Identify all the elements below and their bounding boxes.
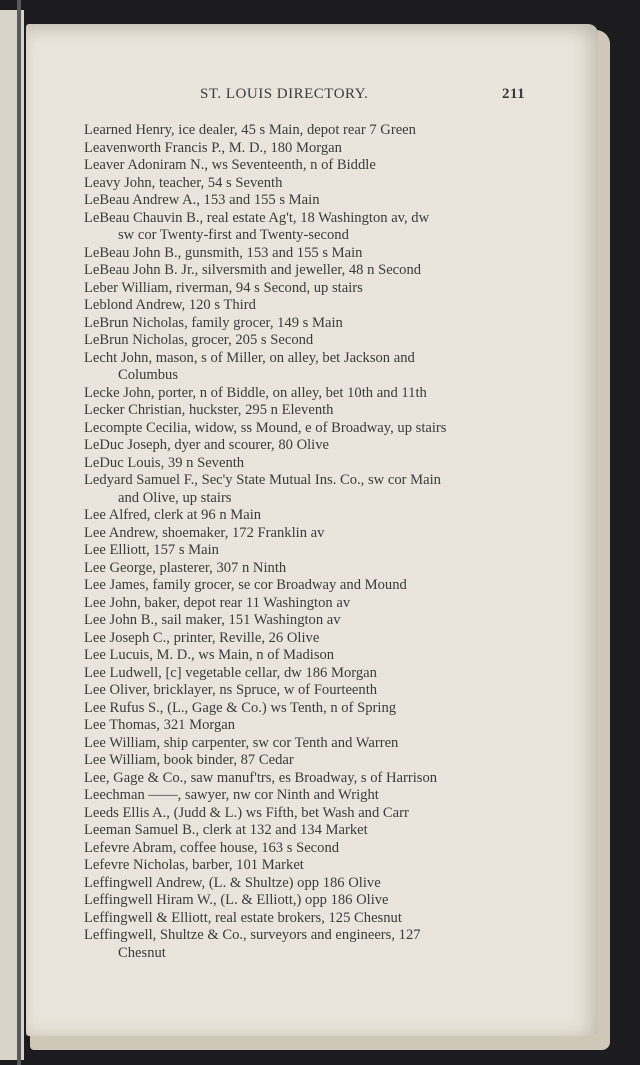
directory-entry: Leechman ——, sawyer, nw cor Ninth and Wright <box>84 787 379 803</box>
page-number: 211 <box>502 86 526 102</box>
directory-entry: Leeman Samuel B., clerk at 132 and 134 Market <box>84 822 368 838</box>
directory-entry: Lecke John, porter, n of Biddle, on alley, bet 10th and 11th <box>84 384 427 401</box>
directory-entry: Leffingwell Hiram W., (L. & Elliott,) opp 186 Olive <box>84 892 389 908</box>
directory-entry-continuation: and Olive, up stairs <box>118 489 232 506</box>
directory-entry: Leffingwell Andrew, (L. & Shultze) opp 186 Olive <box>84 874 381 891</box>
directory-entry-continuation: Columbus <box>118 367 179 383</box>
directory-entry: Leavy John, teacher, 54 s Seventh <box>84 174 283 191</box>
directory-entry: Lee Lucuis, M. D., ws Main, n of Madison <box>84 647 335 663</box>
directory-entry: LeDuc Joseph, dyer and scourer, 80 Olive <box>84 437 330 453</box>
directory-entry: Leffingwell, Shultze & Co., surveyors and engineers, 127 <box>84 927 421 943</box>
directory-entry: LeBeau John B., gunsmith, 153 and 155 s Main <box>84 244 363 261</box>
directory-entry: LeBeau Andrew A., 153 and 155 s Main <box>84 192 320 208</box>
directory-entry: Lefevre Abram, coffee house, 163 s Second <box>84 839 340 856</box>
directory-entry: LeBeau John B. Jr., silversmith and jeweller, 48 n Second <box>84 262 422 278</box>
directory-entry: Lee Rufus S., (L., Gage & Co.) ws Tenth, n of Spring <box>84 699 397 716</box>
directory-entry: Lecht John, mason, s of Miller, on alley, bet Jackson and <box>84 349 415 366</box>
directory-entry-continuation: Chesnut <box>118 944 166 961</box>
book-spine <box>17 0 21 1065</box>
directory-entry: Leffingwell & Elliott, real estate brokers, 125 Chesnut <box>84 909 402 926</box>
directory-entry: Leeds Ellis A., (Judd & L.) ws Fifth, bet Wash and Carr <box>84 804 409 821</box>
directory-page <box>26 24 598 1036</box>
directory-entry: Lee Oliver, bricklayer, ns Spruce, w of Fourteenth <box>84 682 378 698</box>
directory-entry: Lee Joseph C., printer, Reville, 26 Olive <box>84 629 320 646</box>
directory-entry: Lee George, plasterer, 307 n Ninth <box>84 559 287 576</box>
directory-entry: Learned Henry, ice dealer, 45 s Main, depot rear 7 Green <box>84 122 416 138</box>
directory-entry: Lee, Gage & Co., saw manuf'trs, es Broadway, s of Harrison <box>84 769 438 786</box>
directory-entry: Leaver Adoniram N., ws Seventeenth, n of Biddle <box>84 157 376 173</box>
directory-entry: LeBrun Nicholas, grocer, 205 s Second <box>84 332 314 348</box>
directory-entry: Lee Alfred, clerk at 96 n Main <box>84 507 262 523</box>
directory-entry: Lefevre Nicholas, barber, 101 Market <box>84 857 304 873</box>
directory-entry: Lee William, ship carpenter, sw cor Tenth and Warren <box>84 734 399 751</box>
directory-entry: LeBeau Chauvin B., real estate Ag't, 18 Washington av, dw <box>84 209 430 226</box>
directory-entry: Leavenworth Francis P., M. D., 180 Morgan <box>84 139 342 156</box>
directory-entry: Lee Thomas, 321 Morgan <box>84 717 236 733</box>
directory-entry: Lecker Christian, huckster, 295 n Eleventh <box>84 402 334 418</box>
directory-entry: Lecompte Cecilia, widow, ss Mound, e of Broadway, up stairs <box>84 419 447 436</box>
directory-entry: Lee Ludwell, [c] vegetable cellar, dw 186 Morgan <box>84 664 377 681</box>
directory-entry: Lee James, family grocer, se cor Broadway and Mound <box>84 577 407 593</box>
directory-entry: LeDuc Louis, 39 n Seventh <box>84 454 245 471</box>
directory-entry: Lee Andrew, shoemaker, 172 Franklin av <box>84 524 325 541</box>
directory-entry: Leber William, riverman, 94 s Second, up stairs <box>84 279 363 296</box>
directory-entry: Ledyard Samuel F., Sec'y State Mutual Ins. Co., sw cor Main <box>84 472 441 488</box>
page-title: ST. LOUIS DIRECTORY. <box>200 86 369 102</box>
directory-entry: Lee William, book binder, 87 Cedar <box>84 752 294 768</box>
directory-entries <box>84 122 564 962</box>
directory-entry: Leblond Andrew, 120 s Third <box>84 297 256 313</box>
directory-entry: Lee Elliott, 157 s Main <box>84 542 219 558</box>
running-header <box>26 86 598 106</box>
directory-entry: Lee John, baker, depot rear 11 Washington av <box>84 594 351 611</box>
directory-entry: LeBrun Nicholas, family grocer, 149 s Main <box>84 314 343 331</box>
directory-entry-continuation: sw cor Twenty-first and Twenty-second <box>118 227 349 243</box>
directory-entry: Lee John B., sail maker, 151 Washington av <box>84 612 341 628</box>
